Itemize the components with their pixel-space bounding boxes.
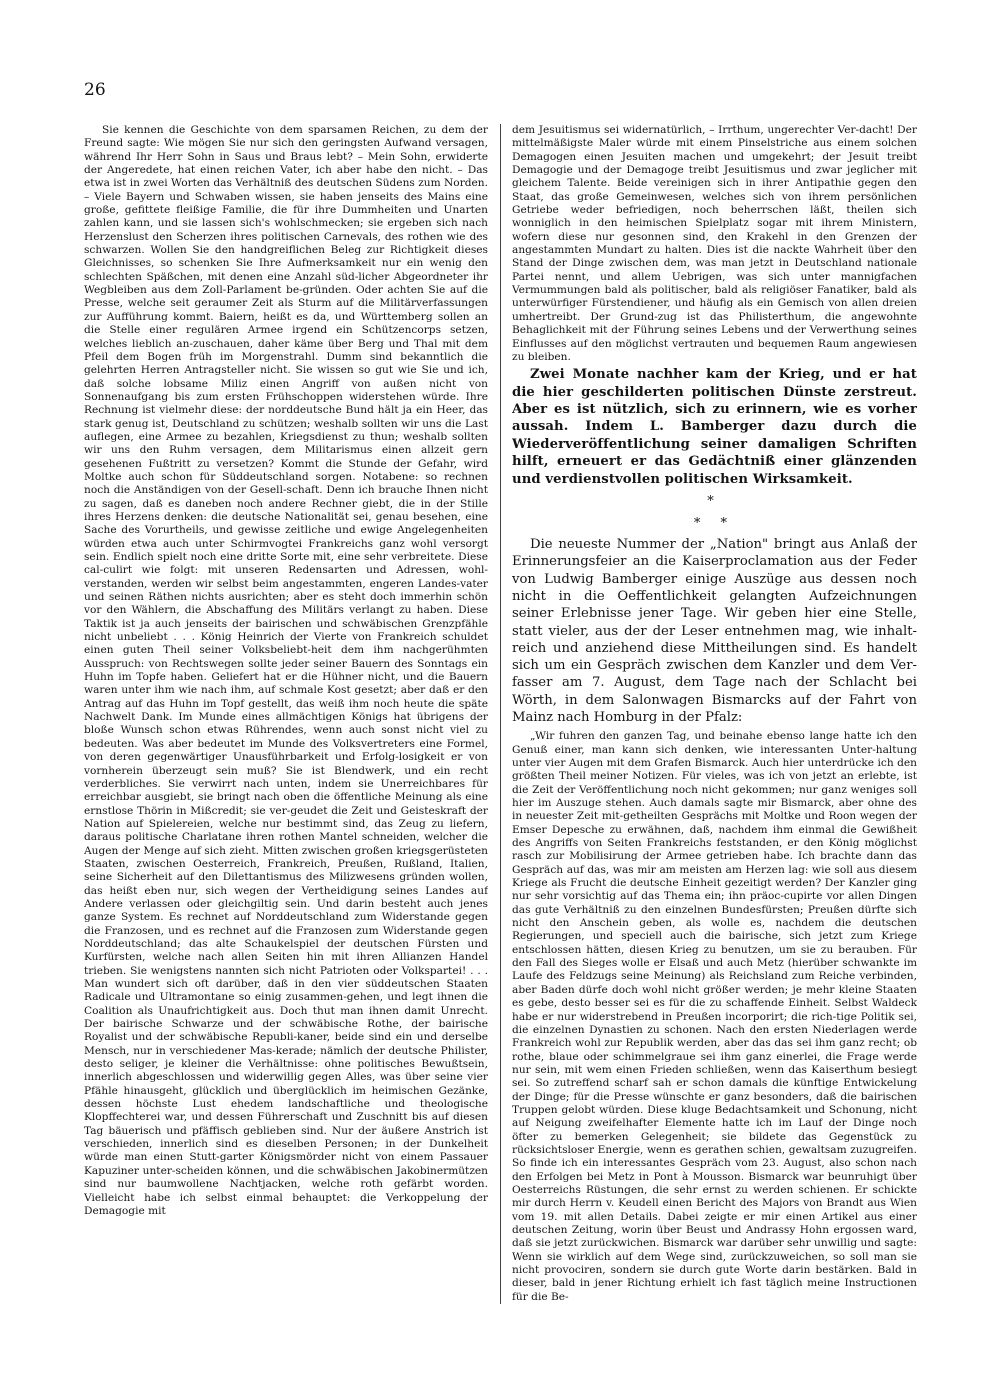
left-column-text: Sie kennen die Geschichte von dem sparsamen Reichen, zu dem der Freund sagte: Wie mögen Sie nur sich den geringsten Aufwand versagen, während Ihr Herr Sohn in Saus und Braus lebt? – Mein Sohn, erwiderte der Angeredete, hat einen reichen Vater, ich aber habe den nicht. – Das etwa ist in zwei Worten das Verhältniß des deutschen Südens zum Norden. – Viele Bayern und Schwaben wissen, sie haben jenseits des Mains eine große, gefittete fleißige Familie, die für ihre Dummheiten und Unarten zahlen kann, und sie lassen sich's wohlschmecken; sie ergeben sich nach Herzenslust den Scherzen ihres politischen Carnevals, des rothen wie des schwarzen. Wollen Sie den handgreiflichen Beleg zur Richtigkeit dieses Gleichnisses, so schenken Sie Ihre Aufmerksamkeit nur ein wenig den schlechten Späßchen, mit denen eine Anzahl süd-licher Abgeordneter ihr Wegbleiben aus dem Zoll-Parlament be-gründen. Oder achten Sie auf die Presse, welche seit geraumer Zeit als Sturm auf die Militärverfassungen zur Aufführung kommt. Baiern, heißt es da, und Württemberg sollen an die Stelle einer regulären Armee irgend ein Schützencorps setzen, welches lieblich an-zuschauen, daher käme über Berg und Thal mit dem Pfeil dem Bogen früh im Morgenstrahl. Dumm sind bekanntlich die gelehrten Herren Antragsteller nicht. Sie wissen so gut wie Sie und ich, daß solche lobsame Miliz einen Angriff von außen nicht von Sonnenaufgang bis zum ersten Frühschoppen widerstehen würde. Ihre Rechnung ist vielmehr diese: der norddeutsche Bund hält ja ein Heer, das stark genug ist, Deutschland zu schützen; weshalb sollten wir uns die Last auflegen, eine Armee zu bezahlen, Kriegsdienst zu thun; weshalb sollten wir uns den Ruhm versagen, dem Militarismus einen allzeit gern gesehenen Fußtritt zu versetzen? Kommt die Stunde der Gefahr, wird Moltke auch schon für Süddeutschland sorgen. Notabene: so rechnen noch die Anständigen von der Gesell-schaft. Denn ich brauche Ihnen nicht zu sagen, daß es daneben noch andere Rechner giebt, die in der Stille ihres Herzens denken: die deutsche Nationalität sei, genau besehen, eine Sache des Vorurtheils, und gewisse zeitliche und ewige Angelegenheiten würden etwa auch unter Schirmvogtei Frankreichs ganz wohl versorgt sein. Endlich spielt noch eine dritte Sorte mit, eine sehr verbreitete. Diese cal-culirt wie folgt: mit unseren Redensarten und Adressen, wohl-verstanden, werden wir selbst beim angestammten, engeren Landes-vater und seinen Räthen nichts ausrichten; aber es steht doch immerhin schön vor den Wählern, die Abschaffung des Militärs verlangt zu haben. Diese Taktik ist ja auch jenseits der bairischen und schwäbischen Grenzpfähle nicht unbeliebt . . . König Heinrich der Vierte von Frankreich schuldet einen guten Theil seiner Volksbeliebt-heit dem ihm nachgerühmten Ausspruch: von Rechtswegen sollte jeder seiner Bauern des Sonntags ein Huhn im Topfe haben. Geliefert hat er die Hühner nicht, und die Bauern waren unter ihm wie nach ihm, auf schmale Kost gesetzt; aber daß er den Antrag auf das Huhn im Topf gestellt, das weiß ihm noch heute die späte Nachwelt Dank. Im Munde eines allmächtigen Königs hat übrigens der bloße Wunsch schon etwas Rührendes, wenn auch sonst nicht viel zu bedeuten. Was aber bedeutet im Munde des Volksvertreters eine Formel, von deren gegenwärtiger Unausführbarkeit und Erfolg-losigkeit er von vornherein überzeugt sein muß? Sie ist Blendwerk, und ein recht verderbliches. Sie verwirrt nach unten, indem sie Unerreichbares für erreichbar ausgiebt, sie bringt nach oben die öffentliche Meinung als eine ernstlose Thörin in Mißcredit; sie ver-geudet die Zeit und Geisteskraft der Nation auf Spielereien, welche nur bestimmt sind, das Zeug zu liefern, daraus politische Charlatane ihren rothen Mantel schneiden, welcher die Augen der Menge auf sich zieht. Mitten zwischen großen kriegsgerüsteten Staaten, zwischen Oesterreich, Frankreich, Preußen, Rußland, Italien, seine Sicherheit auf den Dilettantismus des Milizwesens gründen wollen, das heißt eben nur, sich wegen der Vertheidigung seines Landes auf Andere verlassen oder gleichgiltig sein. Und darin besteht auch jenes ganze System. Es rechnet auf Norddeutschland zum Widerstande gegen die Franzosen, und es rechnet auf die Franzosen zum Widerstande gegen Norddeutschland; das alte Schaukelspiel der deutschen Fürsten und Kurfürsten, welche nach allen Seiten hin mit ihren Allianzen Handel trieben. Sie wenigstens nannten sich nicht Patrioten oder Volkspartei! . . . Man wundert sich oft darüber, daß in den vier süddeutschen Staaten Radicale und Ultramontane so einig zusammen-gehen, und legt ihnen die Coalition als Unaufrichtigkeit aus. Doch thut man ihnen damit Unrecht. Der bairische Schwarze und der schwäbische Rothe, der bairische Royalist und der schwäbische Republi-kaner, beide sind ein und derselbe Mensch, nur in verschiedener Mas-kerade; nämlich der deutsche Philister, desto seliger, je kleiner die Verhältnisse: ohne politisches Bewußtsein, innerlich abgeschlossen und widerwillig gegen Alles, was über seine vier Pfähle hinausgeht, glücklich und überglücklich im heimischen Gezänke, dessen höchste Lust ehedem landschaftliche und theologische Klopffechterei war, und dessen Führerschaft und Zuschnitt bis auf diesen Tag bäuerisch und pfäffisch geblieben sind. Nur der äußere Anstrich ist verschieden, innerlich sind es dieselben Personen; in der Dunkelheit würde man einen Stutt-garter Königsmörder nicht von einem Passauer Kapuziner unter-scheiden können, und die schwäbischen Jakobinermützen sind nur baumwollene Nachtjacken, welche roth gefärbt worden. Vielleicht habe ich selbst einmal behauptet: die Verkoppelung der Demagogie mit [84,124,488,1217]
right-column [512,124,917,1302]
section-separator-bottom: * * [693,516,736,532]
section-separator-top: * [707,494,722,510]
article-intro-paragraph: Die neueste Nummer der „Nation" bringt aus Anlaß der Erinnerungsfeier an die Kaiserproclamation aus der Feder von Ludwig Bamberger einige Auszüge aus dessen noch nicht in die Oeffentlichkeit gelangten Aufzeichnungen seiner Erlebnisse jener Tage. Wir geben hier eine Stelle, statt vieler, aus der der Leser entnehmen mag, wie inhalt-reich und anziehend diese Mittheilungen sind. Es handelt sich um ein Gespräch zwischen dem Kanzler und dem Ver-fasser am 7. August, dem Tage nach der Schlacht bei Wörth, in dem Salonwagen Bismarcks auf der Fahrt von Mainz nach Homburg in der Pfalz: [512,537,917,725]
quoted-memoir-text: „Wir fuhren den ganzen Tag, und beinahe ebenso lange hatte ich den Genuß einer, man kann sich denken, wie interessanten Unter-haltung unter vier Augen mit dem Grafen Bismarck. Auch hier unterdrücke ich den größten Theil meiner Notizen. Für vieles, was ich von jetzt an erlebte, ist die Zeit der Veröffentlichung noch nicht gekommen; nur ganz weniges soll hier im Auszuge stehen. Auch damals sagte mir Bismarck, aber ohne des in neuester Zeit mit-getheilten Gesprächs mit Moltke und Roon wegen der Emser Depesche zu erwähnen, daß, nachdem ihm einmal die Gewißheit des Angriffs von Seiten Frankreichs feststanden, er den König möglichst rasch zur Mobilisirung der Armee getrieben habe. Ich brachte dann das Gespräch auf das, was mir am meisten am Herzen lag: wie soll aus diesem Kriege als Frucht die deutsche Einheit gezeitigt werden? Der Kanzler ging nur sehr vorsichtig auf das Thema ein; ihn präoc-cupirte vor allen Dingen das gute Verhältniß zu den einzelnen Bundesfürsten; Preußen dürfte sich nicht den Anschein geben, als wolle es, nachdem die deutschen Regierungen, und speciell auch die bairische, sich jetzt zum Kriege entschlossen hätten, diesen Krieg zu benutzen, um sie zu berauben. Für den Fall des Sieges wolle er Elsaß und auch Metz (hierüber schwankte im Laufe des Feldzugs seine Meinung) als Reichsland zum Reiche verbinden, aber Baden dürfe doch wohl nicht größer werden; je mehr kleine Staaten es gebe, desto besser sei es für die zu schaffende Einheit. Selbst Waldeck habe er nur widerstrebend in Preußen incorporirt; die rich-tige Politik sei, die einzelnen Dynastien zu schonen. Nach den ersten Niederlagen werde Frankreich wohl zur Republik werden, aber das das sei ihm ganz recht; ob rothe, blaue oder schimmelgraue sei ihm ganz einerlei, die Frage werde nur sein, mit wem einen Frieden schließen, wenn das Kaiserthum besiegt sei. So zutreffend scharf sah er schon damals die künftige Entwickelung der Dinge; für die Presse wünschte er ganz besonders, daß die bairischen Truppen gelobt würden. Diese kluge Bedachtsamkeit und Schonung, nicht auf Neigung zweifelhafter Elemente hatte ich im Lauf der Dinge noch öfter zu bemerken Gelegenheit; sie bildete das Gegenstück zu rücksichtsloser Energie, wenn es gerathen schien, gewaltsam zuzugreifen. So finde ich ein interessantes Gespräch vom 23. August, also schon nach den Erfolgen bei Metz in Pont à Mousson. Bismarck war beunruhigt über Oesterreichs Rüstungen, die sehr ernst zu werden schienen. Er schickte mir durch Herrn v. Keudell einen Bericht des Majors von Brandt aus Wien vom 19. mit allen Details. Dabei zeigte er mir einen Artikel aus einer deutschen Zeitung, worin über Beust und Andrassy Hohn ergossen ward, daß sie jetzt zurückwichen. Bismarck war darüber sehr unwillig und sagte: Wenn sie wirklich auf dem Wege sind, zurückzuweichen, so soll man sie nicht provociren, sondern sie durch gute Worte darin bestärken. Bald in dieser, bald in jener Richtung erhielt ich fast täglich meine Instructionen für die Be- [512,730,917,1302]
right-column-continuation-text: dem Jesuitismus sei widernatürlich, – Irrthum, ungerechter Ver-dacht! Der mittelmäßigste Maler würde mit einem Pinselstriche aus einem solchen Demagogen einen Jesuiten machen und umgekehrt; der Jesuit treibt Demagogie und der Demagoge treibt Jesuitismus und zwar jeglicher mit gleichem Talente. Beide vereinigen sich in ihrer Antipathie gegen den Staat, das große Gemeinwesen, welches sich von ihrem persönlichen Getriebe weder befriedigen, noch beherrschen läßt, theilen sich wonniglich in den heimischen Spielplatz sogar mit ihrem Ministern, wofern diese nur gesonnen sind, den Krakehl in den Grenzen der angestammten Mundart zu halten. Dies ist die nackte Wahrheit über den Stand der Dinge zwischen dem, was man jetzt in Deutschland nationale Partei nennt, und allem Uebrigen, was sich unter mannigfachen Vermummungen bald als politischer, bald als religiöser Fanatiker, bald als unterwürfiger Fürstendiener, und häufig als ein Gemisch von allen dreien umhertreibt. Der Grund-zug ist das Philisterthum, die angewohnte Behaglichkeit mit der Führung seines Lebens und der Verwerthung seines Einflusses auf den möglichst vertrauten und bequemen Raum angewiesen zu bleiben. [512,124,917,363]
left-column [84,124,488,1302]
page-number: 26 [84,80,106,100]
editorial-bold-paragraph: Zwei Monate nachher kam der Krieg, und er hat die hier geschilderten politischen Dünste zerstreut. Aber es ist nützlich, sich zu erinnern, wie es vorher aussah. Indem L. Bamberger dazu durch die Wiederveröffentlichung seiner damaligen Schriften hilft, erneuert er das Gedächtniß einer glänzenden und verdienstvollen politischen Wirksamkeit. [512,367,917,487]
column-divider [500,124,501,1304]
